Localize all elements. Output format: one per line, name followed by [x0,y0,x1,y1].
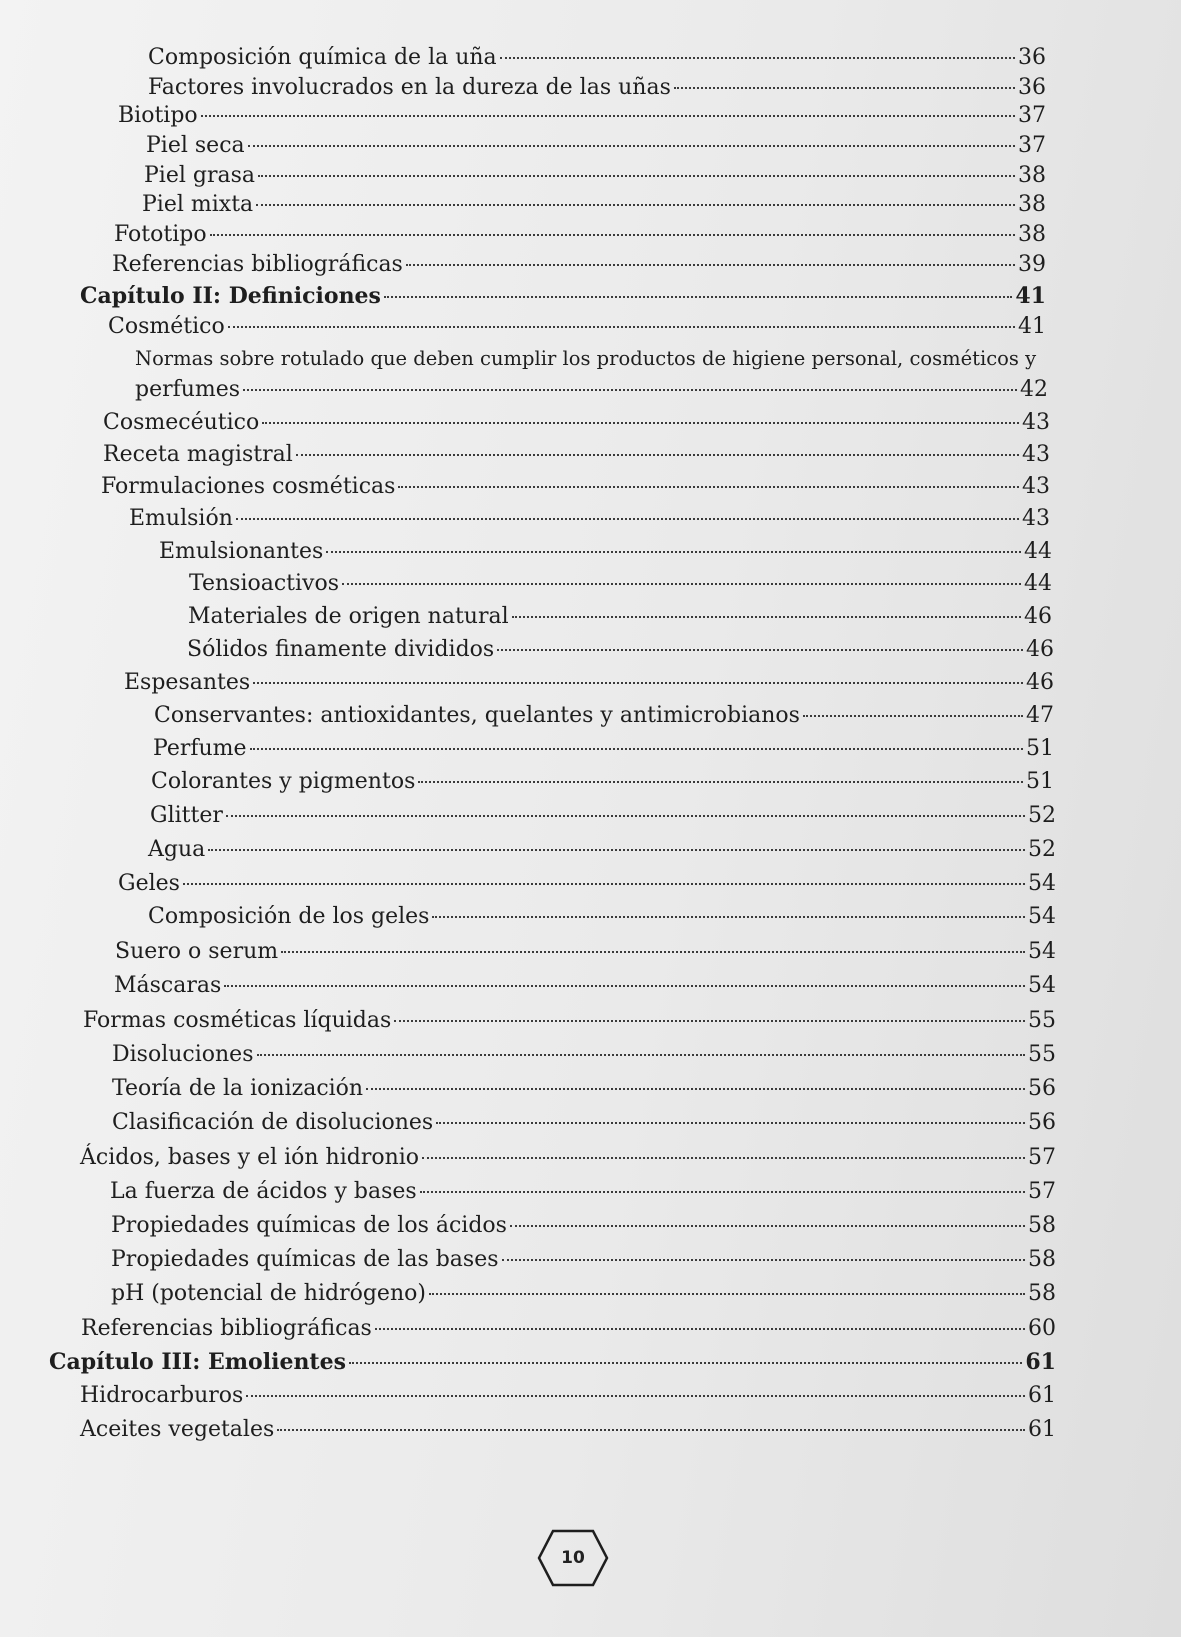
toc-chapter [49,1348,1056,1376]
toc-entry-page: 44 [1024,539,1052,564]
dot-leader [510,1225,1025,1227]
toc-entry [118,870,1056,898]
toc-entry [189,570,1052,598]
toc-entry-page: 43 [1022,442,1050,467]
toc-entry-label: Factores involucrados en la dureza de las uñas [148,75,671,100]
toc-entry-page: 36 [1018,45,1046,70]
toc-entry [114,221,1046,249]
toc-entry-page: 55 [1028,1008,1056,1033]
dot-leader [497,649,1023,651]
dot-leader [420,1191,1025,1193]
toc-entry [103,409,1050,437]
dot-leader [208,849,1025,851]
dot-leader [422,1157,1025,1159]
toc-entry-label: Teoría de la ionización [112,1076,364,1101]
toc-entry [146,132,1046,160]
dot-leader [326,551,1021,553]
toc-entry-label: Hidrocarburos [80,1383,244,1408]
toc-entry-label: Sólidos finamente divididos [187,637,495,662]
dot-leader [243,389,1017,391]
toc-entry-page: 43 [1022,506,1050,531]
toc-entry-label: Referencias bibliográficas [81,1316,372,1341]
toc-entry [111,1246,1056,1274]
toc-entry-page: 41 [1018,314,1046,339]
toc-entry-label: perfumes [135,377,241,402]
toc-entry-page: 38 [1018,192,1046,217]
toc-entry [153,735,1054,763]
toc-entry [112,251,1046,279]
toc-entry [81,1315,1056,1343]
toc-entry-label: Suero o serum [115,939,279,964]
dot-leader [512,616,1021,618]
dot-leader [262,422,1019,424]
toc-entry-label: Colorantes y pigmentos [151,769,416,794]
toc-entry-page: 56 [1028,1076,1056,1101]
toc-entry [112,1075,1056,1103]
toc-entry [151,768,1054,796]
toc-entry-label: Ácidos, bases y el ión hidronio [80,1145,420,1170]
toc-entry-page: 46 [1026,670,1054,695]
toc-entry [187,636,1054,664]
dot-leader [375,1328,1025,1330]
dot-leader [366,1088,1025,1090]
toc-entry [118,102,1046,130]
toc-entry-label: Clasificación de disoluciones [112,1110,434,1135]
toc-entry-label: Piel mixta [142,192,254,217]
dot-leader [183,883,1025,885]
dot-leader [258,175,1015,177]
toc-entry-label: Espesantes [124,670,251,695]
dot-leader [226,815,1025,817]
toc-entry-page: 36 [1018,75,1046,100]
toc-entry-label: Normas sobre rotulado que deben cumplir los productos de higiene personal, cosméticos y [135,347,1037,370]
toc-entry-page: 57 [1028,1179,1056,1204]
toc-entry [135,376,1048,404]
toc-entry [142,191,1046,219]
toc-entry [159,538,1052,566]
toc-entry-page: 58 [1028,1281,1056,1306]
toc-entry [148,74,1046,102]
dot-leader [418,781,1023,783]
toc-entry-label: Cosmético [108,314,225,339]
toc-entry-page: 46 [1026,637,1054,662]
toc-entry [114,972,1056,1000]
toc-entry-label: Receta magistral [103,442,293,467]
dot-leader [674,87,1015,89]
dot-leader [436,1122,1025,1124]
toc-entry-page: 61 [1025,1349,1056,1375]
toc-entry-page: 43 [1022,410,1050,435]
toc-entry-page: 52 [1028,803,1056,828]
toc-entry-label: Composición química de la uña [148,45,497,70]
toc-entry-page: 54 [1028,871,1056,896]
toc-entry [112,1041,1056,1069]
dot-leader [246,1395,1025,1397]
toc-entry [188,603,1052,631]
toc-entry [110,1178,1056,1206]
toc-entry-page: 43 [1022,474,1050,499]
dot-leader [342,583,1021,585]
dot-leader [256,204,1015,206]
dot-leader [253,682,1023,684]
toc-entry-page: 60 [1028,1316,1056,1341]
toc-entry [148,836,1056,864]
toc-entry-label: Máscaras [114,973,222,998]
dot-leader [429,1293,1025,1295]
toc-entry-page: 54 [1028,939,1056,964]
toc-entry-page: 47 [1026,703,1054,728]
toc-entry-page: 61 [1028,1383,1056,1408]
toc-entry [80,1144,1056,1172]
toc-entry [115,938,1056,966]
toc-entry-label: Emulsionantes [159,539,324,564]
toc-entry-label: Disoluciones [112,1042,254,1067]
dot-leader [277,1429,1025,1431]
dot-leader [210,234,1015,236]
dot-leader [432,916,1025,918]
toc-entry-page: 52 [1028,837,1056,862]
toc-entry-label: Perfume [153,736,247,761]
toc-entry-page: 57 [1028,1145,1056,1170]
toc-entry-label: Composición de los geles [148,904,430,929]
toc-entry-page: 55 [1028,1042,1056,1067]
toc-entry [129,505,1050,533]
toc-entry-label: Cosmecéutico [103,410,260,435]
dot-leader [803,715,1023,717]
toc-entry-page: 37 [1018,133,1046,158]
toc-entry [111,1212,1056,1240]
toc-entry-label: Propiedades químicas de las bases [111,1247,499,1272]
dot-leader [406,264,1015,266]
dot-leader [398,486,1019,488]
toc-entry-page: 58 [1028,1247,1056,1272]
toc-entry [154,702,1054,730]
toc-entry [80,1416,1056,1444]
toc-entry-label: Propiedades químicas de los ácidos [111,1213,507,1238]
toc-entry-page: 51 [1026,769,1054,794]
toc-entry [124,669,1054,697]
toc-entry-label: Conservantes: antioxidantes, quelantes y antimicrobianos [154,703,800,728]
dot-leader [257,1054,1026,1056]
dot-leader [250,748,1023,750]
dot-leader [500,57,1015,59]
toc-entry-label: Geles [118,871,180,896]
toc-entry-page: 37 [1018,103,1046,128]
toc-entry-label: Piel grasa [144,163,256,188]
toc-entry-label: La fuerza de ácidos y bases [110,1179,417,1204]
toc-entry-page: 42 [1020,377,1048,402]
toc-entry-page: 44 [1024,571,1052,596]
toc-entry-page: 61 [1028,1417,1056,1442]
dot-leader [281,951,1025,953]
toc-entry-page: 54 [1028,904,1056,929]
toc-entry-label: Piel seca [146,133,245,158]
toc-entry-page: 38 [1018,222,1046,247]
dot-leader [296,454,1019,456]
toc-entry [80,1382,1056,1410]
toc-entry-label: Fototipo [114,222,207,247]
toc-chapter [80,282,1046,310]
toc-entry-label: Capítulo III: Emolientes [49,1349,346,1375]
toc-entry-page: 41 [1015,283,1046,309]
toc-entry-label: Materiales de origen natural [188,604,509,629]
page-number: 10 [561,1548,585,1568]
toc-entry [103,441,1050,469]
toc-entry-label: Aceites vegetales [80,1417,275,1442]
toc-entry [144,162,1046,190]
toc-entry [111,1280,1056,1308]
toc-entry [135,345,1050,373]
toc-entry-label: Capítulo II: Definiciones [80,283,381,309]
dot-leader [228,326,1015,328]
toc-entry-page: 56 [1028,1110,1056,1135]
toc-entry-label: Tensioactivos [189,571,340,596]
toc-entry [148,44,1046,72]
toc-entry-page: 51 [1026,736,1054,761]
toc-entry-label: Biotipo [118,103,198,128]
dot-leader [394,1020,1025,1022]
toc-entry-page: 38 [1018,163,1046,188]
toc-entry-label: Formas cosméticas líquidas [83,1008,392,1033]
toc-entry [150,802,1056,830]
toc-entry-page: 39 [1018,252,1046,277]
toc-entry [83,1007,1056,1035]
toc-entry-label: Agua [148,837,206,862]
dot-leader [349,1362,1022,1364]
toc-entry-label: Referencias bibliográficas [112,252,403,277]
dot-leader [224,985,1025,987]
toc-entry-page: 58 [1028,1213,1056,1238]
dot-leader [384,296,1012,298]
toc-entry-label: pH (potencial de hidrógeno) [111,1281,426,1306]
toc-entry-label: Glitter [150,803,223,828]
toc-entry [101,473,1050,501]
toc-entry-label: Emulsión [129,506,233,531]
toc-entry-page: 46 [1024,604,1052,629]
dot-leader [201,115,1015,117]
dot-leader [248,145,1015,147]
dot-leader [502,1259,1025,1261]
toc-entry-page: 54 [1028,973,1056,998]
toc-entry [112,1109,1056,1137]
page-number-badge [537,1528,609,1588]
dot-leader [236,518,1019,520]
toc-entry-label: Formulaciones cosméticas [101,474,396,499]
toc-entry [148,903,1056,931]
toc-entry [108,313,1046,341]
